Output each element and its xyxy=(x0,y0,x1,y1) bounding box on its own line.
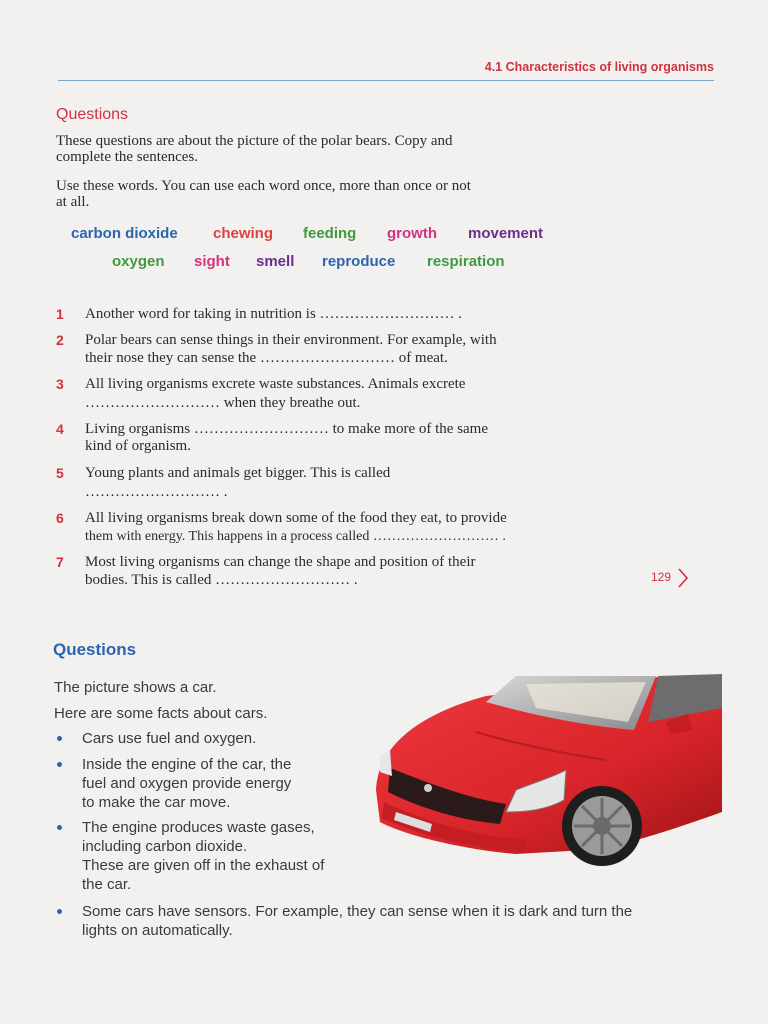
fact-line: Cars use fuel and oxygen. xyxy=(82,730,257,747)
page-number: 129 xyxy=(651,570,672,584)
question-text: Most living organisms can change the shape and position of their xyxy=(85,554,476,570)
intro-line-1: These questions are about the picture of the polar bears. Copy and xyxy=(56,133,453,149)
word-bank-item: chewing xyxy=(213,225,274,242)
word-bank-item: feeding xyxy=(303,225,357,242)
header-divider xyxy=(58,80,714,81)
question-text: Another word for taking in nutrition is ……………………… . xyxy=(85,306,463,322)
question-text: them with energy. This happens in a process called ……………………… . xyxy=(85,529,506,544)
page-header xyxy=(0,0,768,84)
fact-line: Inside the engine of the car, the xyxy=(82,756,292,773)
fact-line: fuel and oxygen provide energy xyxy=(82,775,292,792)
question-text: ……………………… . xyxy=(85,484,228,500)
car-intro-line: The picture shows a car. xyxy=(54,679,217,696)
word-bank-row-2 xyxy=(0,253,768,273)
word-bank-item: respiration xyxy=(427,253,505,270)
question-number: 3 xyxy=(56,376,64,392)
word-bank-row-1 xyxy=(0,225,768,245)
instruction-line-1: Use these words. You can use each word once, more than once or not xyxy=(56,178,471,194)
fact-text xyxy=(82,755,362,812)
fact-line: including carbon dioxide. xyxy=(82,838,248,855)
question-text: Polar bears can sense things in their environment. For example, with xyxy=(85,332,497,348)
question-text: Young plants and animals get bigger. This is called xyxy=(85,465,391,481)
bullet-dot xyxy=(57,909,62,914)
fact-text xyxy=(82,902,732,940)
question-number: 1 xyxy=(56,306,64,322)
question-text: kind of organism. xyxy=(85,438,191,454)
word-bank-item: smell xyxy=(256,253,295,270)
question-text: their nose they can sense the ……………………… of meat. xyxy=(85,350,448,366)
instruction-paragraph xyxy=(56,178,542,210)
question-number: 4 xyxy=(56,421,64,437)
bullet-dot xyxy=(57,736,62,741)
word-bank-item: growth xyxy=(387,225,437,242)
fact-text xyxy=(82,818,362,894)
intro-line-2: complete the sentences. xyxy=(56,149,199,165)
fact-line: to make the car move. xyxy=(82,794,231,811)
word-bank-item: sight xyxy=(194,253,230,270)
question-text: All living organisms break down some of the food they eat, to provide xyxy=(85,510,507,526)
fact-line: Some cars have sensors. For example, they can sense when it is dark and turn the xyxy=(82,903,633,920)
fact-line: The engine produces waste gases, xyxy=(82,819,315,836)
question-number: 5 xyxy=(56,465,64,481)
intro-paragraph xyxy=(56,133,542,165)
question-text: ……………………… when they breathe out. xyxy=(85,395,361,411)
fact-line: the car. xyxy=(82,876,132,893)
question-number: 6 xyxy=(56,510,64,526)
instruction-line-2: at all. xyxy=(56,194,90,210)
question-number: 7 xyxy=(56,554,64,570)
question-text: All living organisms excrete waste substances. Animals excrete xyxy=(85,376,466,392)
chevron-right-icon xyxy=(676,566,690,595)
word-bank-item: oxygen xyxy=(112,253,165,270)
section2-heading: Questions xyxy=(53,640,137,659)
car-intro-line: Here are some facts about cars. xyxy=(54,705,268,722)
word-bank-item: carbon dioxide xyxy=(71,225,178,242)
question-text: bodies. This is called ……………………… . xyxy=(85,572,358,588)
word-bank-item: reproduce xyxy=(322,253,396,270)
chapter-title: 4.1 Characteristics of living organisms xyxy=(484,60,714,74)
question-text: Living organisms ……………………… to make more of the same xyxy=(85,421,489,437)
bullet-dot xyxy=(57,825,62,830)
bullet-dot xyxy=(57,762,62,767)
fact-line: These are given off in the exhaust of xyxy=(82,857,325,874)
fact-text xyxy=(82,729,362,748)
question-number: 2 xyxy=(56,332,64,348)
fact-line: lights on automatically. xyxy=(82,922,233,939)
word-bank-item: movement xyxy=(468,225,544,242)
red-car-image xyxy=(366,672,722,870)
section1-heading: Questions xyxy=(56,106,129,123)
